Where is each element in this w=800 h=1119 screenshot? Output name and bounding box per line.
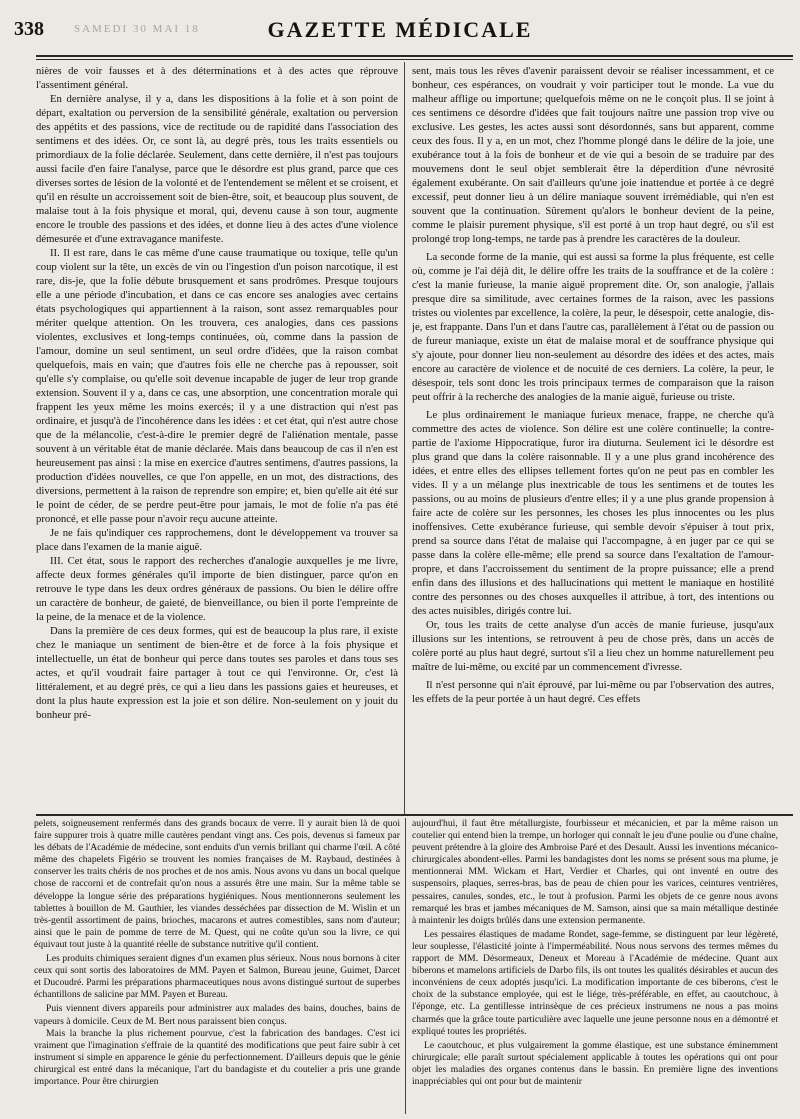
paragraph: Mais la branche la plus richement pourvue, c'est la fabrication des bandages. C'est ici vraiment que l'imagination s'effraie de la quantité des modifications que peut faire subir à cet instrument si simple en apparence le génie du perfectionnement. D'ailleurs depuis que le génie chirurgical est entré dans la mécanique, l'art du bandagiste et du coutelier a pris une grande importance. Pour être chirurgien	[34, 1027, 400, 1087]
paragraph: Or, tous les traits de cette analyse d'un accès de manie furieuse, jusqu'aux illusions sur les intentions, se retrouvent à peu de chose près, dans un accès de colère porté au plus haut degré, surtout s'il a lieu chez un homme naturellement peu maître de lui-même, ou excité par un commencement d'ivresse.	[412, 619, 774, 673]
lower-left-column	[34, 818, 400, 1114]
header-rule	[36, 55, 793, 57]
paragraph: sent, mais tous les rêves d'avenir paraissent devoir se réaliser incessamment, et ce bonheur, ces espérances, on voudrait y voir participer tout le monde. La vue du malheur afflige ou importune; quelquefois même on ne le conçoit plus. Il se joint à ces sentimens ce désordre d'idées que fait toujours naître une passion trop vive ou exclusive. Les gestes, les actes aussi sont désordonnés, sans but apparent, comme ceux des fous. Il y a, en un mot, chez l'homme plongé dans le délire de la joie, une exubérance tout à la fois de bonheur et de vie qui a besoin de se traduire par des mouvemens dont le seul objet semblerait être la déperdition d'une névrosité également exubérante. On sait d'ailleurs qu'une joie inattendue et portée à ce degré excessif, peut donner lieu à un délire maniaque souvent irrémédiable, qui n'en est souvent que la continuation. Sûrement qu'alors le bonheur devient de la peine, comme le plaisir purement physique, s'il est porté à un trop haut degré, ou s'il est prolongé trop long-temps, ne tarde pas à prendre les caractères de la douleur.	[412, 65, 774, 245]
paragraph: Dans la première de ces deux formes, qui est de beaucoup la plus rare, il existe chez le maniaque un sentiment de bien-être et de force à la fois physique et intellectuelle, un état de bonheur qui perce dans toutes ses paroles et dans tous ses actes, et qu'il voudrait faire partager à tout ce qui l'environne. Or, c'est là littéralement, et au degré près, ce qui a lieu dans les passions gaies et heureuses, et dont la plus haute expression est la joie et son délire. Non-seulement on y jouit du bonheur pré-	[36, 625, 398, 721]
paragraph: Il n'est personne qui n'ait éprouvé, par lui-même ou par l'observation des autres, les effets de la peur portée à un haut degré. Ces effets	[412, 679, 774, 705]
paragraph: Le plus ordinairement le maniaque furieux menace, frappe, ne cherche qu'à commettre des actes de violence. Son délire est une colère continuelle; la contre-partie de l'axiome Hippocratique, furor ira diuturna. Seulement ici le désordre est plus grand que dans la colère raisonnable. Il y a une plus grand incohérence des idées, et entre elles des ellipses tellement fortes qu'on ne peut pas en combler les vides. Il y a un mélange plus inextricable de tous les sentimens et de toutes les passions, ou au moins de plusieurs d'entre elles; il y a une plus grande propension à faire acte de colère sur les personnes, les choses les plus innocentes ou les plus inoffensives. Cette exubérance furieuse, qui semble devoir s'épuiser à tout prix, prend sa source dans l'état de malaise qui l'accompagne, à en juger par ce qui se passe dans la colère elle-même; elle prend sa source dans l'exaltation de l'amour-propre, et dans l'accroissement du sentiment de la propre puissance; elle a prend enfin dans des illusions et des hallucinations qui mettent le maniaque en hostilité contre des personnes ou des choses auxquelles il attribue, à tort, des intentions ou des actes nuisibles, dirigés contre lui.	[412, 409, 774, 617]
header-rule-thin	[36, 59, 793, 60]
section-divider	[36, 814, 793, 816]
paragraph: aujourd'hui, il faut être métallurgiste, fourbisseur et mécanicien, et par la même raison un coutelier qui entend bien la trempe, un horloger qui connaît le jeu d'une poulie ou d'une chaîne, peuvent prétendre à la gloire des Ambroise Paré et des Desault. Aussi les inventions mécanico-chirurgicales abondent-elles. Parmi les bandagistes dont les noms se présent sous ma plume, je mentionnerai MM. Wickam et Hart, Verdier et Charles, qui ont inventé en outre des suspensoirs, plaques, serres-bras, bas de peau de chien pour les varices, ceintures ventrières, pessaires, canules, sondes, etc., le tout à profusion. Parmi les objets de ce genre nous avons remarqué les bras et jambes mécaniques de M. Samson, ainsi que sa main métallique destinée à maintenir les doigts brûlés dans une extension permanente.	[412, 818, 778, 926]
page-number: 338	[14, 18, 44, 40]
upper-right-column	[412, 64, 774, 814]
paragraph: III. Cet état, sous le rapport des recherches d'analogie auxquelles je me livre, affecte deux formes générales qu'il importe de bien distinguer, parce qu'on en retrouve le type dans les deux ordres généraux de passions. Ou bien le délire offre un caractère de bonheur, de gaieté, de bienveillance, ou bien il porte l'empreinte de la peine, de la menace et de la violence.	[36, 555, 398, 623]
page-title: GAZETTE MÉDICALE	[267, 17, 533, 42]
paragraph: La seconde forme de la manie, qui est aussi sa forme la plus fréquente, est celle où, comme je l'ai déjà dit, le délire offre les traits de la souffrance et de la colère : c'est la manie furieuse, la manie aiguë proprement dite. Or, son analogie, j'allais presque dire sa similitude, avec certaines formes de la raison, avec les passions tristes ou violentes par excellence, la colère, la peur, le désespoir, cette analogie, dis-je, est frappante. Dans l'un et dans l'autre cas, parallèlement à l'état ou de passion ou de fureur maniaque, existe un état de malaise moral et de souffrance physique qui s'y ajoute, pour donner lieu non-seulement au désordre des idées et des actes, mais encore au caractère de violence et de nocuité de ces derniers. La colère, la peur, le désespoir, tels sont donc les trois principaux termes de comparaison que la raison peut offrir à la recherche des analogies de la manie aiguë, furieuse ou triste.	[412, 251, 774, 403]
upper-column-divider	[404, 62, 405, 814]
paragraph: Puis viennent divers appareils pour administrer aux malades des bains, douches, bains de vapeurs à domicile. Ceux de M. Bert nous paraissent bien conçus.	[34, 1003, 400, 1027]
lower-column-divider	[405, 818, 406, 1114]
paragraph: II. Il est rare, dans le cas même d'une cause traumatique ou toxique, telle qu'un coup violent sur la tête, un excès de vin ou l'ingestion d'un poison narcotique, il est rare, dis-je, que la folie débute brusquement et sans prodrômes. Presque toujours elle a une période d'incubation, et dans ce cas encore ses analogies avec certains états psychologiques qui appartiennent à la raison, sont assez remarquables pour mériter quelque attention. On les trouvera, ces analogies, dans ces passions violentes, exclusives et long-temps continuées, où, comme dans la passion de l'amour, domine un seul sentiment, un seul ordre d'idées, que la raison combat quelquefois, mais en vain; que d'autres fois elle ne cherche pas à repousser, soit qu'elle s'y complaise, ou qu'elle soit devenue incapable de juger de leur trop grande extension. Souvent il y a, dans ce cas, une absorption, une concentration morale qui frappent les yeux même les moins exercés; il y a une distraction qui n'est pas ordinaire, et jusqu'à de l'incohérence dans les idées : et cet état, qui n'est autre chose que de la mélancolie, c'est-à-dire le premier degré de l'aliénation mentale, passe souvent à un véritable état de manie déclarée. Mais dans beaucoup de cas il n'en est heureusement pas ainsi : la mise en exercice d'autres sentimens, d'autres passions, la production d'idées nouvelles, ce que l'on appelle, en un mot, des distractions, des diversions, permettent à la raison de reprendre son empire; et, bien qu'elle ait été sur le point de céder, de se perdre peut-être pour jamais, le mot de folie n'a pas été prononcé, et elle passe pour n'avoir reçu aucune atteinte.	[36, 247, 398, 525]
page-header	[14, 18, 786, 44]
paragraph: pelets, soigneusement renfermés dans des grands bocaux de verre. Il y aurait bien là de quoi faire suppurer trois à quatre mille cautères pendant vingt ans. Ces pois, devenus si fameux par les débats de l'Académie de médecine, sont enduits d'un vernis brillant qui charme l'œil. A côté même des chapelets Figério se trouvent les nomies françaises de M. Raybaud, destinées à conserver les traits chéris de nos proches et de nos amis. Nous avons vu dans un bocal quelque chose de raccorni et de contrefait qu'on nous a assurés être une main. Sur la même table se développe la longue série des préparations hygiéniques. Nous mentionnerons seulement les tablettes à bouillon de M. Gauthier, les viandes desséchées par dissection de M. Wislin et un très-gentil assortiment de pains, brioches, macarons et autres comestibles, sans nom d'auteur; ainsi que le pain de pomme de terre de M. Quest, qui ne coûte qu'un sou la livre, ce qui équivaut tout juste à la quantité réelle de substance nutritive qu'il contient.	[34, 818, 400, 950]
paragraph: nières de voir fausses et à des déterminations et à des actes que réprouve l'assentiment général.	[36, 65, 398, 91]
lower-right-column	[412, 818, 778, 1114]
paragraph: Le caoutchouc, et plus vulgairement la gomme élastique, est une substance éminemment chirurgicale; elle paraît surtout spécialement applicable à toutes les opérations qui ont pour objet les maladies des organes contenus dans le bassin. En première ligne des inventions inappréciables qui ont pour but de maintenir	[412, 1039, 778, 1087]
paragraph: En dernière analyse, il y a, dans les dispositions à la folie et à son point de départ, exaltation ou perversion de la sensibilité générale, exaltation ou perversion des appétits et des passions, vice de rectitude ou de rapidité dans l'association des sentimens et des idées. Or, ce sont là, au degré près, tous les traits essentiels ou primordiaux de la folie déclarée. Seulement, dans cette dernière, il n'est pas toujours aussi facile d'en faire l'analyse, parce que le désordre est plus grand, parce que ces diverses sortes de lésion de la volonté et de l'entendement se mêlent et se croisent, et qu'il en résulte un accroissement soit de bien-être, soit, et beaucoup plus souvent, de malaise tout à la fois physique et moral, qui, devenu cause à son tour, augmente encore le trouble des passions et des idées, et donne lieu à des actes d'une violence démesurée et d'une extravagance manifeste.	[36, 93, 398, 245]
paragraph: Les produits chimiques seraient dignes d'un examen plus sérieux. Nous nous bornons à citer ceux qui sont sortis des laboratoires de MM. Payen et Salmon, Bureau jeune, Guimet, Darcet et Ducoudré. Parmi les préparations pharmaceutiques nous avons distingué surtout de superbes échantillons de salicine par MM. Payen et Bureau.	[34, 953, 400, 1001]
show-through-text: SAMEDI 30 MAI 18	[74, 23, 200, 35]
upper-left-column	[36, 64, 398, 814]
paragraph: Je ne fais qu'indiquer ces rapprochemens, dont le développement va trouver sa place dans l'examen de la manie aiguë.	[36, 527, 398, 553]
paragraph: Les pessaires élastiques de madame Rondet, sage-femme, se distinguent par leur légèreté, leur souplesse, l'élasticité jointe à l'imperméabilité. Nous nous servons des termes mêmes du rapport de MM. Désormeaux, Deneux et Moreau à l'Académie de médecine. Quant aux biberons et mamelons artificiels de Darbo fils, ils ont toutes les qualités désirables et aucun des inconvéniens de ceux adoptés jusqu'ici. La modification importante de ces biberons, c'est le choix de la substance employée, qui est le liége, très-préférable, en effet, au caoutchouc, à l'éponge, etc. La gentillesse intrinsèque de ces précieux instrumens ne nous a pas moins charmés que la grâce toute particulière avec laquelle une jeune personne nous en a démontré et expliqué toutes les propriétés.	[412, 928, 778, 1037]
